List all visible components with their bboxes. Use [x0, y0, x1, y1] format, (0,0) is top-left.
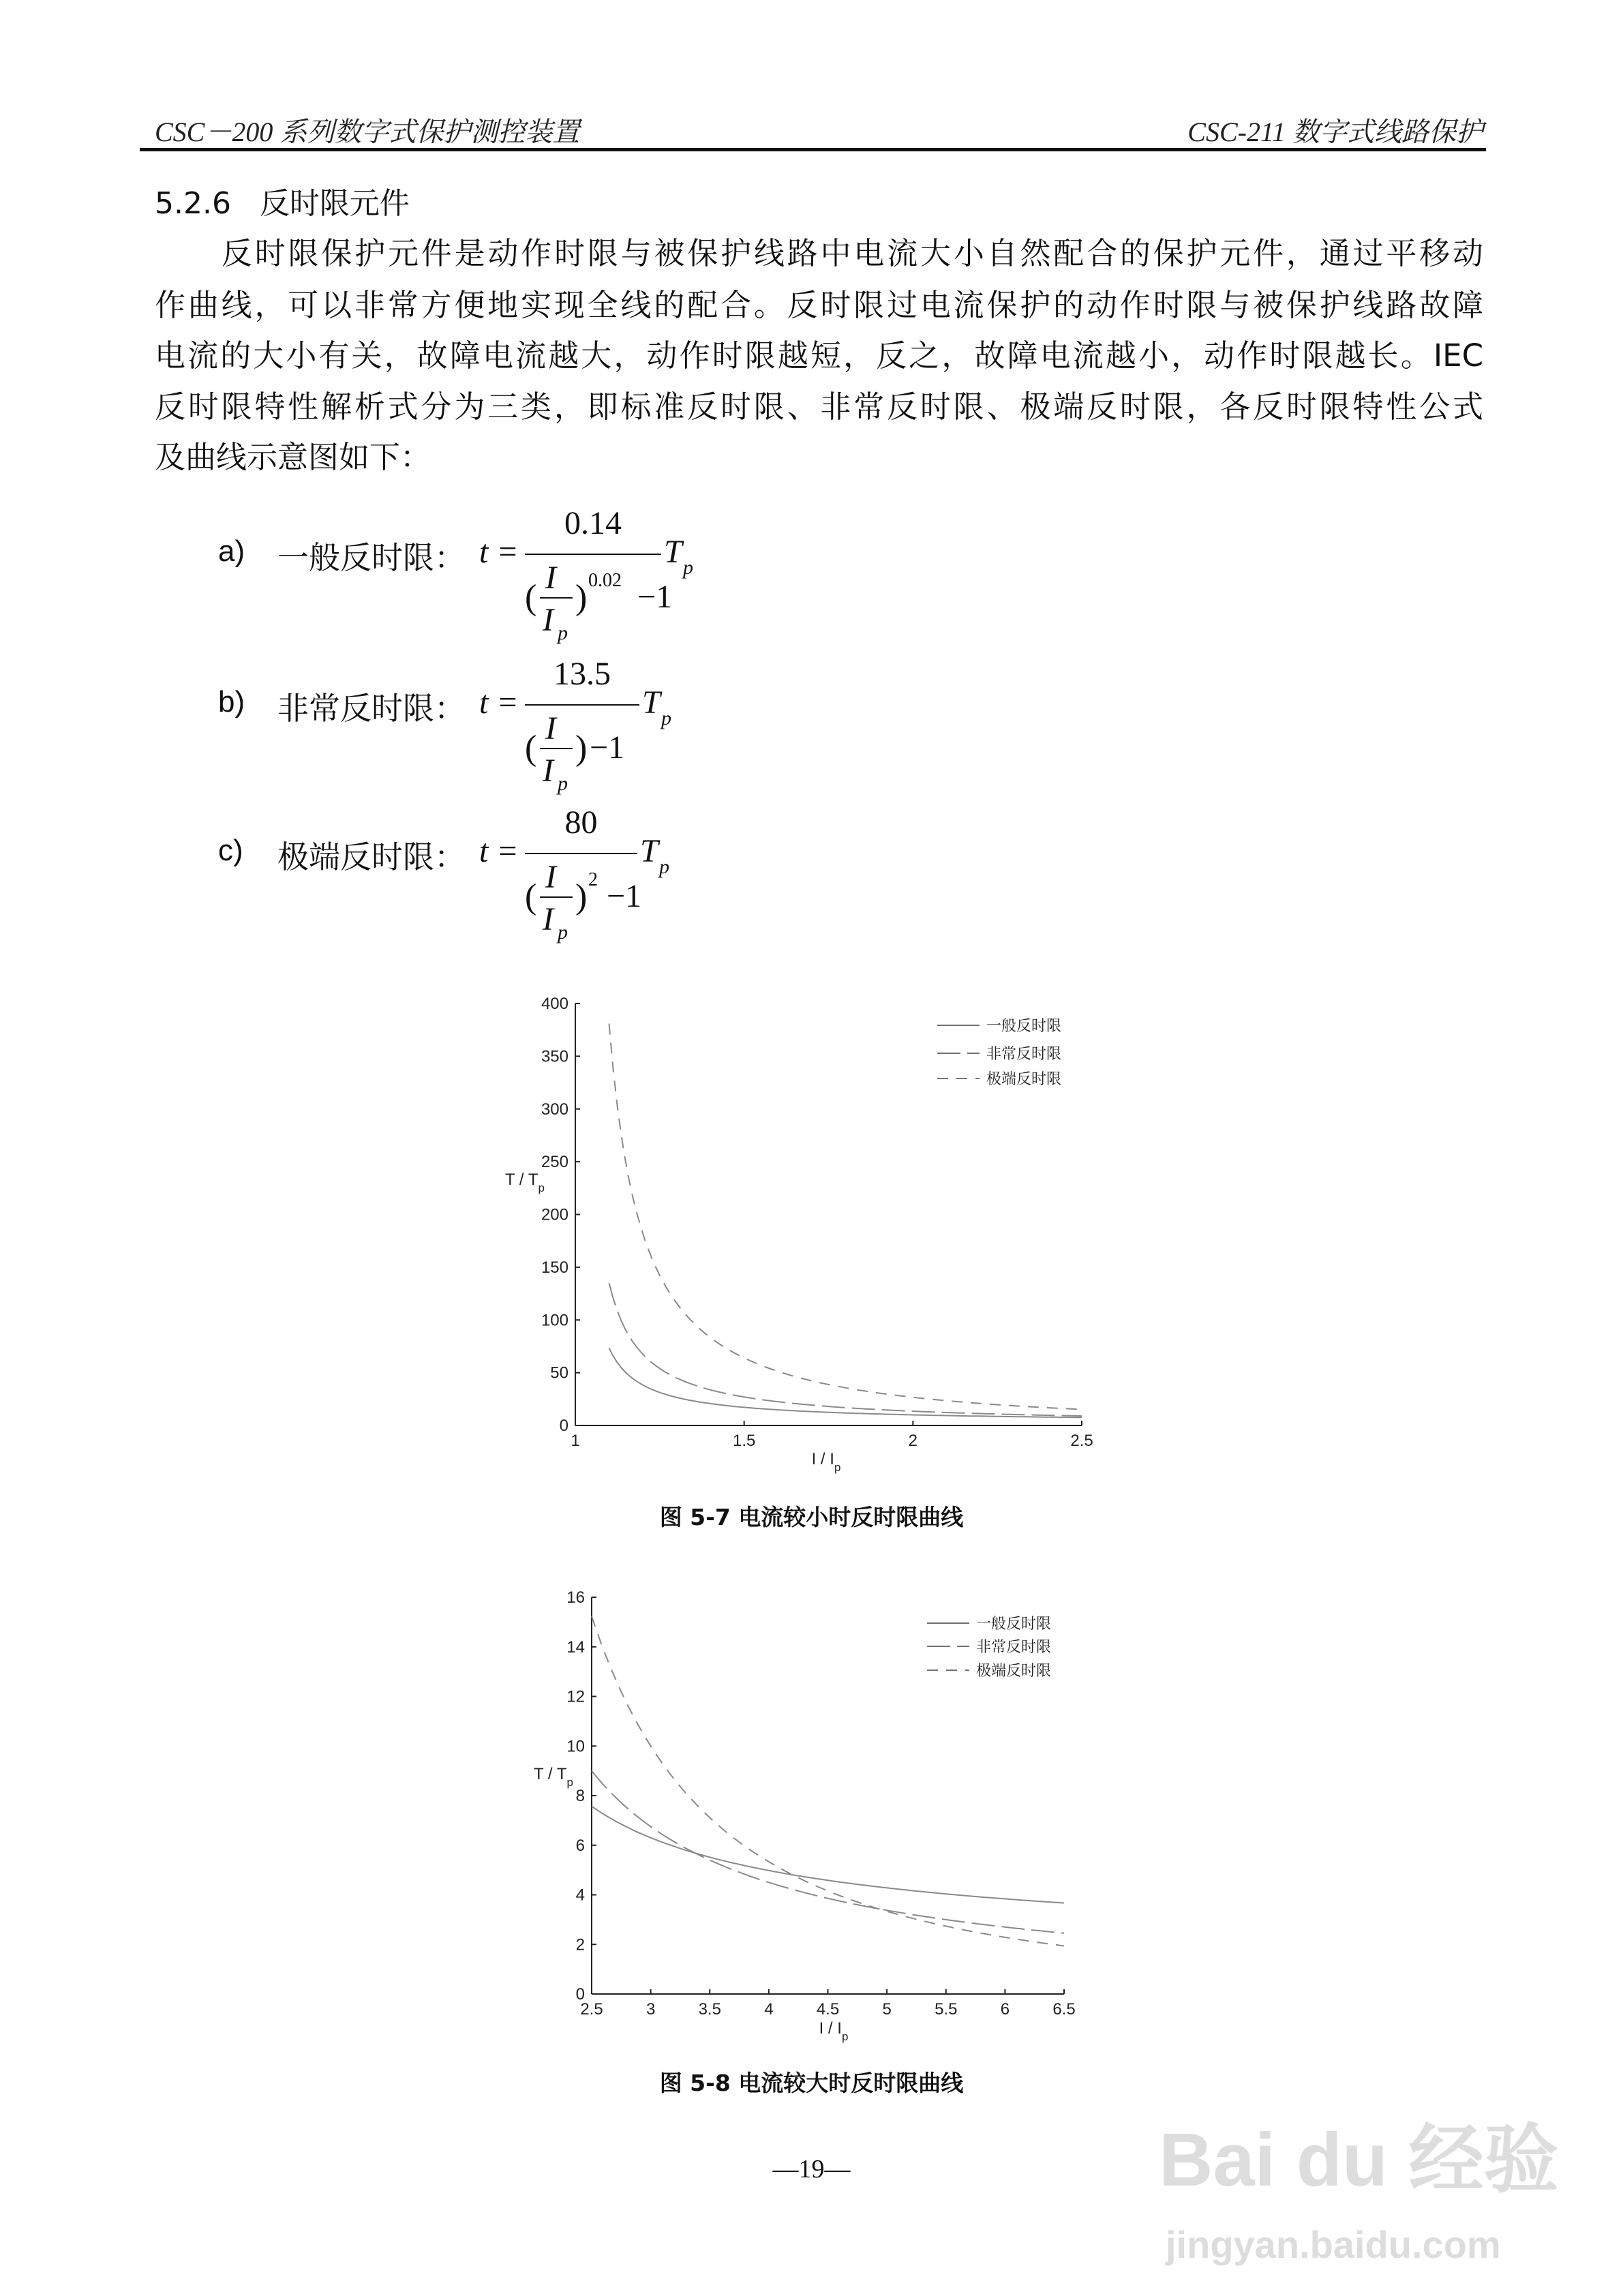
exponent: 0.02: [588, 570, 622, 591]
curve-solid: [609, 1348, 1082, 1418]
curve-solid: [592, 1807, 1064, 1903]
y-tick-label: 200: [541, 1205, 568, 1224]
chart-2: [534, 1588, 1076, 2043]
formula-tag: b): [218, 685, 245, 719]
formula-lhs: t =: [479, 534, 519, 570]
formula-numerator: 80: [564, 804, 598, 841]
pickup-sub-p: p: [558, 622, 568, 644]
formula-name: 极端反时限：: [277, 839, 466, 875]
figure-caption-5-7: 图 5-7 电流较小时反时限曲线: [659, 1504, 964, 1530]
current-I: I: [545, 710, 556, 746]
minus-one: −1: [607, 878, 642, 914]
x-tick-label: 2.5: [580, 2000, 603, 2019]
x-tick-label: 3.5: [698, 2000, 721, 2019]
x-tick-label: 2: [908, 1432, 918, 1450]
legend-label: 极端反时限: [986, 1070, 1062, 1087]
y-tick-label: 6: [575, 1836, 585, 1855]
x-tick-label: 4.5: [816, 2000, 840, 2019]
x-axis-label-sub: p: [841, 2030, 849, 2043]
watermark-url: jingyan.baidu.com: [1166, 2223, 1501, 2266]
exponent: 2: [588, 869, 598, 890]
y-axis-label: T / $T_p$: [534, 1765, 573, 1789]
paragraph-line: 反时限特性解析式分为三类，即标准反时限、非常反时限、极端反时限，各反时限特性公式: [155, 389, 1483, 425]
x-tick-label: 5: [882, 2000, 892, 2019]
paren-open: (: [525, 729, 537, 768]
pickup-time-T: T: [664, 534, 682, 570]
legend-label: 一般反时限: [976, 1615, 1052, 1632]
current-I: I: [545, 859, 556, 895]
pickup-current-I: I: [543, 901, 553, 937]
pickup-time-sub-p: p: [659, 856, 669, 878]
y-tick-label: 0: [559, 1417, 568, 1435]
y-tick-label: 350: [541, 1047, 568, 1066]
y-tick-label: 10: [566, 1737, 585, 1756]
x-tick-label: 6.5: [1052, 2000, 1076, 2019]
paren-open: (: [525, 877, 537, 916]
curve-longdash: [609, 1283, 1082, 1416]
pickup-sub-p: p: [558, 921, 568, 943]
pickup-time-sub-p: p: [683, 556, 693, 579]
x-tick-label: 1.5: [732, 1432, 756, 1450]
minus-one: −1: [590, 729, 625, 766]
paren-close: ): [575, 877, 588, 916]
paren-open: (: [525, 578, 537, 617]
pickup-time-T: T: [640, 833, 658, 869]
paren-close: ): [575, 578, 588, 617]
y-tick-label: 4: [575, 1886, 585, 1905]
paragraph-line: 反时限保护元件是动作时限与被保护线路中电流大小自然配合的保护元件，通过平移动: [222, 235, 1483, 271]
figure-caption-5-8: 图 5-8 电流较大时反时限曲线: [659, 2070, 964, 2096]
y-tick-label: 50: [550, 1363, 568, 1383]
x-tick-label: 5.5: [935, 2000, 958, 2019]
y-tick-label: 8: [575, 1787, 585, 1805]
paragraph-line: 作曲线，可以非常方便地实现全线的配合。反时限过电流保护的动作时限与被保护线路故障: [155, 287, 1483, 323]
x-tick-label: 1: [571, 1432, 580, 1450]
formula-name: 非常反时限：: [277, 690, 466, 727]
section-title: 反时限元件: [259, 186, 410, 221]
formula-lhs: t =: [479, 833, 519, 869]
pickup-time-T: T: [642, 684, 661, 721]
paren-close: ): [575, 729, 588, 768]
y-axis-label-sub: p: [538, 1181, 545, 1194]
x-tick-label: 4: [764, 2000, 774, 2019]
section-number: 5.2.6: [155, 186, 231, 221]
header-left: CSC－200 系列数字式保护测控装置: [155, 117, 580, 147]
pickup-current-I: I: [543, 753, 553, 789]
y-tick-label: 150: [541, 1258, 568, 1277]
pickup-time-sub-p: p: [661, 707, 671, 729]
formula-name: 一般反时限：: [277, 539, 466, 576]
y-tick-label: 250: [541, 1153, 568, 1172]
y-tick-label: 12: [566, 1687, 585, 1706]
y-tick-label: 2: [575, 1935, 585, 1954]
x-axis-label-sub: p: [834, 1461, 841, 1474]
y-tick-label: 400: [541, 995, 568, 1013]
formula-tag: a): [218, 534, 245, 568]
x-axis-label: I / $I_p$: [811, 1450, 841, 1474]
formula-numerator: 0.14: [564, 505, 622, 541]
legend-label: 非常反时限: [986, 1045, 1062, 1062]
current-I: I: [545, 560, 556, 596]
y-tick-label: 14: [566, 1637, 585, 1657]
y-tick-label: 100: [541, 1311, 568, 1330]
y-axis-label-sub: p: [566, 1776, 573, 1789]
curve-longdash: [592, 1771, 1064, 1933]
y-axis-label: T / $T_p$: [505, 1170, 545, 1194]
legend-label: 极端反时限: [976, 1662, 1052, 1679]
y-tick-label: 300: [541, 1100, 568, 1119]
chart-1: [505, 995, 1093, 1474]
paragraph-line: 电流的大小有关，故障电流越大，动作时限越短，反之，故障电流越小，动作时限越长。IEC: [155, 337, 1483, 374]
formula-numerator: 13.5: [553, 656, 611, 692]
x-tick-label: 6: [1000, 2000, 1010, 2019]
pickup-sub-p: p: [558, 772, 568, 795]
header-right: CSC-211 数字式线路保护: [1187, 117, 1483, 147]
x-tick-label: 2.5: [1070, 1432, 1093, 1450]
y-tick-label: 16: [566, 1588, 585, 1607]
page-number: —19—: [772, 2155, 851, 2184]
legend-label: 一般反时限: [986, 1017, 1062, 1034]
pickup-current-I: I: [543, 602, 553, 638]
y-tick-label: 0: [575, 1985, 585, 2004]
x-tick-label: 3: [646, 2000, 656, 2019]
watermark-logo: Bai du 经验: [1159, 2118, 1559, 2202]
legend-label: 非常反时限: [976, 1638, 1052, 1655]
x-axis-label: I / $I_p$: [819, 2019, 849, 2043]
paragraph-line: 及曲线示意图如下：: [155, 439, 431, 475]
formula-tag: c): [218, 834, 243, 867]
formula-lhs: t =: [479, 684, 519, 721]
minus-one: −1: [637, 579, 673, 615]
